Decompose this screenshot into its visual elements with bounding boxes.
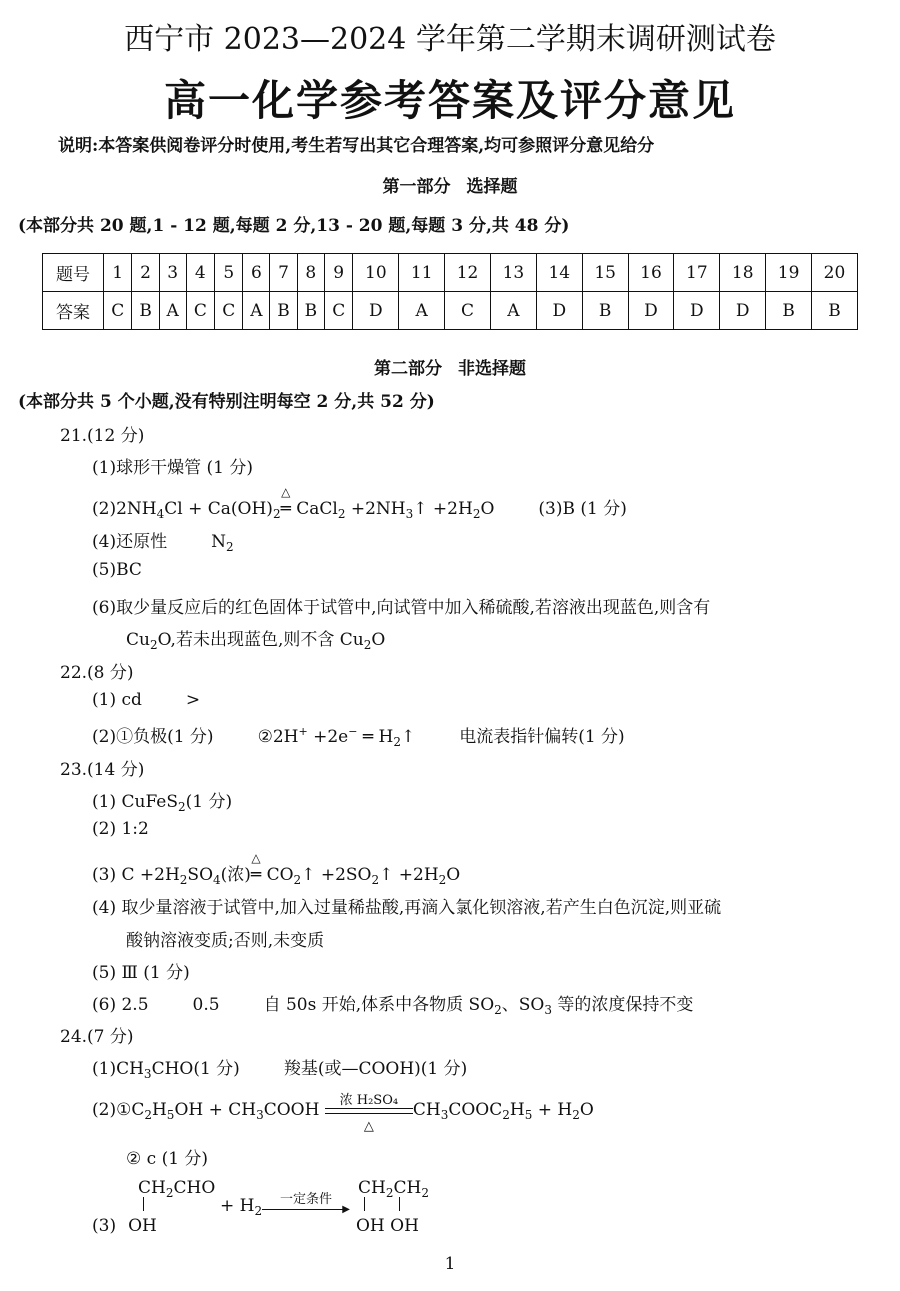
row-label-answer: 答案 — [43, 292, 104, 330]
answer-cell: C — [186, 292, 214, 330]
q23-heading: 23.(14 分) — [60, 760, 145, 780]
product-structure-top: $CH_2CH_2$ — [358, 1178, 429, 1200]
question-number-cell: 18 — [720, 254, 766, 292]
reactant-h2: + $H_2$ — [220, 1196, 263, 1218]
q23-answer-6: (6) 2.5 0.5 自 50s 开始,体系中各物质 $SO_2$、$SO_3$ 等的浓度保持不变 — [92, 995, 694, 1017]
answer-row — [43, 292, 858, 330]
part1-note: (本部分共 20 题,1 - 12 题,每题 2 分,13 - 20 题,每题 3 分,共 48 分) — [18, 216, 570, 236]
question-number-cell: 11 — [399, 254, 445, 292]
part1-heading: 第一部分 选择题 — [382, 177, 518, 197]
q21-answer-3: (3)B (1 分) — [538, 499, 627, 519]
answer-cell: B — [766, 292, 812, 330]
question-number-cell: 6 — [243, 254, 270, 292]
question-number-cell: 9 — [325, 254, 353, 292]
part2-heading: 第二部分 非选择题 — [374, 359, 526, 379]
question-number-cell: 13 — [490, 254, 536, 292]
product-bond-2 — [399, 1196, 400, 1216]
page-number: 1 — [444, 1254, 456, 1274]
answer-cell: A — [243, 292, 270, 330]
q21-answer-6-line2: $Cu_2O$,若未出现蓝色,则不含 $Cu_2O$ — [126, 630, 386, 652]
question-number-cell: 7 — [270, 254, 297, 292]
question-number-cell: 15 — [582, 254, 628, 292]
q21-answer-4: (4)还原性 $N_2$ — [92, 532, 234, 554]
answer-cell: A — [399, 292, 445, 330]
q23-answer-2: (2) 1:2 — [92, 819, 149, 839]
answer-cell: C — [104, 292, 132, 330]
q23-answer-5: (5) Ⅲ (1 分) — [92, 963, 190, 983]
document-title: 高一化学参考答案及评分意见 — [163, 76, 736, 125]
question-number-cell: 10 — [353, 254, 399, 292]
answer-cell: C — [445, 292, 491, 330]
question-number-cell: 14 — [536, 254, 582, 292]
q24-answer-2b: ② c (1 分) — [126, 1149, 209, 1169]
part2-note: (本部分共 5 个小题,没有特别注明每空 2 分,共 52 分) — [18, 392, 435, 412]
question-number-cell: 16 — [628, 254, 674, 292]
q21-answer-5: (5)BC — [92, 560, 142, 580]
product-structure-bottom: OH OH — [356, 1216, 419, 1236]
answer-cell: D — [674, 292, 720, 330]
question-number-cell: 19 — [766, 254, 812, 292]
question-number-cell: 3 — [159, 254, 186, 292]
answer-cell: D — [353, 292, 399, 330]
q24-heading: 24.(7 分) — [60, 1027, 134, 1047]
q21-answer-6-line1: (6)取少量反应后的红色固体于试管中,向试管中加入稀硫酸,若溶液出现蓝色,则含有 — [92, 598, 711, 618]
question-number-cell: 12 — [445, 254, 491, 292]
answer-cell: B — [297, 292, 324, 330]
answer-cell: D — [536, 292, 582, 330]
answer-cell: C — [325, 292, 353, 330]
q21-answer-1: (1)球形干燥管 (1 分) — [92, 458, 253, 478]
reaction-condition-arrows: 浓 H₂SO₄ △ — [325, 1101, 413, 1121]
exam-title: 西宁市 2023—2024 学年第二学期末调研测试卷 — [124, 22, 776, 57]
q21-heading: 21.(12 分) — [60, 426, 145, 446]
reactant-bond — [143, 1196, 144, 1216]
question-number-cell: 2 — [132, 254, 159, 292]
grading-note: 说明:本答案供阅卷评分时使用,考生若写出其它合理答案,均可参照评分意见给分 — [58, 136, 655, 156]
q23-answer-3: (3) $C +2H_2SO_4$(浓) △ ═ $CO_2↑$ $+2SO_2↑ +2H_2O$ — [92, 851, 461, 887]
question-number-cell: 20 — [812, 254, 858, 292]
answer-cell: D — [628, 292, 674, 330]
question-number-cell: 17 — [674, 254, 720, 292]
answer-cell: D — [720, 292, 766, 330]
product-bond-1 — [364, 1196, 365, 1216]
question-number-cell: 4 — [186, 254, 214, 292]
q23-answer-4-line1: (4) 取少量溶液于试管中,加入过量稀盐酸,再滴入氯化钡溶液,若产生白色沉淀,则亚硫 — [92, 898, 722, 918]
q24-answer-1: $(1)CH_3CHO(1$ 分) 羧基(或—COOH)(1 分) — [92, 1059, 468, 1081]
answer-cell: B — [132, 292, 159, 330]
question-number-row — [43, 254, 858, 292]
answer-cell: B — [270, 292, 297, 330]
question-number-cell: 8 — [297, 254, 324, 292]
q23-answer-4-line2: 酸钠溶液变质;否则,未变质 — [126, 931, 325, 951]
row-label-number: 题号 — [43, 254, 104, 292]
q22-heading: 22.(8 分) — [60, 663, 134, 683]
answer-cell: A — [159, 292, 186, 330]
q24-answer-3-label: (3) OH — [92, 1216, 157, 1236]
q22-answer-2: (2)①负极(1 分) ②2H+ +2e− ═ $H_2↑$ 电流表指针偏转(1 分) — [92, 725, 625, 749]
answer-cell: B — [812, 292, 858, 330]
question-number-cell: 1 — [104, 254, 132, 292]
q22-answer-1: (1) cd > — [92, 690, 201, 710]
answer-cell: A — [490, 292, 536, 330]
answer-table — [42, 253, 858, 330]
condition-arrow: 一定条件 ▶ — [262, 1198, 350, 1218]
reactant-structure-top: $CH_2CHO$ — [138, 1178, 216, 1200]
question-number-cell: 5 — [215, 254, 243, 292]
answer-cell: B — [582, 292, 628, 330]
q24-answer-2: $(2)①C_2H_5OH$ + $CH_3COOH$ 浓 H₂SO₄ △ $CH_3COOC_2H_5 + H_2O$ — [92, 1092, 594, 1134]
answer-cell: C — [215, 292, 243, 330]
q23-answer-1: (1) CuFeS$_2$(1 分) — [92, 792, 233, 814]
q21-answer-2: $(2)2NH_4Cl + Ca(OH)_2$ △ ═ CaCl$_2$ $+2NH_3↑ +2H_2O$ (3)B (1 分) — [92, 485, 627, 521]
